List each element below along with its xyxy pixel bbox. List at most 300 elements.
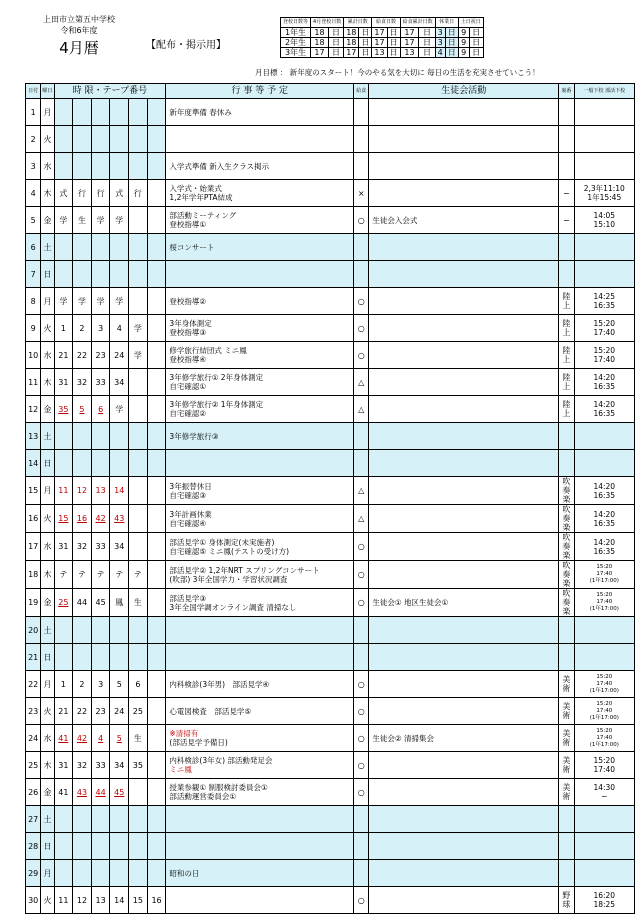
period-cell: 31 bbox=[54, 752, 73, 779]
stat-header: 累計日数 bbox=[344, 18, 372, 28]
event-line: (吹部) 3年全国学力・学習状況調査 bbox=[169, 574, 288, 584]
period-cell: 2 bbox=[73, 315, 92, 342]
club-cell: 美術 bbox=[559, 698, 574, 725]
event-cell bbox=[166, 369, 354, 396]
lunch-cell: ○ bbox=[354, 779, 369, 806]
period-cell bbox=[129, 288, 148, 315]
day-date: 15 bbox=[26, 477, 41, 505]
stat-value: 日 bbox=[359, 28, 372, 38]
council-cell bbox=[369, 126, 559, 153]
period-cell: 1 bbox=[54, 315, 73, 342]
event-cell bbox=[166, 234, 354, 261]
day-date: 14 bbox=[26, 450, 41, 477]
period-cell bbox=[73, 806, 92, 833]
stat-value: 18 bbox=[311, 28, 329, 38]
period-cell bbox=[91, 450, 110, 477]
period-cell: テ bbox=[129, 561, 148, 589]
event-line: 修学旅行結団式 ミニ鳳 bbox=[169, 346, 247, 355]
day-dow: 水 bbox=[41, 342, 54, 369]
stat-value: 9 bbox=[458, 28, 469, 38]
time-line: (1年17:00) bbox=[589, 741, 619, 748]
period-cell bbox=[110, 126, 129, 153]
stat-value: 18 bbox=[311, 38, 329, 48]
council-cell bbox=[369, 234, 559, 261]
time-line: 15:20 bbox=[593, 319, 616, 328]
council-cell: 生徒会① 地区生徒会① bbox=[369, 589, 559, 617]
time-line: 14:20 bbox=[593, 509, 616, 519]
day-row bbox=[26, 450, 635, 477]
period-cell: 43 bbox=[73, 779, 92, 806]
time-line: 17:40 bbox=[596, 599, 613, 605]
lunch-cell bbox=[354, 860, 369, 887]
day-row bbox=[26, 99, 635, 126]
period-cell: 34 bbox=[110, 752, 129, 779]
day-date: 17 bbox=[26, 533, 41, 561]
period-cell bbox=[54, 617, 73, 644]
time-line: 14:30 bbox=[593, 783, 616, 792]
day-date: 28 bbox=[26, 833, 41, 860]
day-dow: 金 bbox=[41, 589, 54, 617]
event-cell bbox=[166, 153, 354, 180]
period-cell bbox=[129, 833, 148, 860]
day-dow: 月 bbox=[41, 671, 54, 698]
period-cell bbox=[147, 288, 166, 315]
lunch-cell bbox=[354, 126, 369, 153]
period-cell bbox=[54, 234, 73, 261]
event-cell bbox=[166, 477, 354, 505]
club-cell: 陸上 bbox=[559, 288, 574, 315]
day-row bbox=[26, 671, 635, 698]
dismiss-time bbox=[574, 369, 634, 396]
day-date: 5 bbox=[26, 207, 41, 234]
period-cell bbox=[91, 126, 110, 153]
period-cell: 32 bbox=[73, 369, 92, 396]
period-cell bbox=[54, 644, 73, 671]
stat-value: 18 bbox=[344, 38, 359, 48]
period-cell: 34 bbox=[110, 533, 129, 561]
lunch-cell: ○ bbox=[354, 698, 369, 725]
club-cell: 吹奏楽 bbox=[559, 505, 574, 533]
stat-value: 13 bbox=[400, 48, 419, 58]
period-cell: 学 bbox=[73, 288, 92, 315]
period-cell bbox=[147, 234, 166, 261]
dismiss-time bbox=[574, 261, 634, 288]
day-row bbox=[26, 396, 635, 423]
event-cell bbox=[166, 505, 354, 533]
period-cell: 45 bbox=[91, 589, 110, 617]
event-line: 内科検診(3年男) 部活見学④ bbox=[169, 679, 270, 689]
lunch-cell bbox=[354, 261, 369, 288]
col-dismiss: 一般下校 部活下校 bbox=[574, 84, 634, 99]
time-line: 16:35 bbox=[593, 490, 616, 500]
day-dow: 火 bbox=[41, 887, 54, 914]
time-line: 14:20 bbox=[593, 537, 616, 547]
period-cell bbox=[110, 234, 129, 261]
time-line: 15:20 bbox=[593, 756, 616, 765]
col-lunch: 給食 bbox=[354, 84, 369, 99]
event-cell bbox=[166, 698, 354, 725]
event-cell bbox=[166, 644, 354, 671]
event-line: 3年修学旅行② 1年身体測定 bbox=[169, 400, 264, 409]
period-cell: 6 bbox=[129, 671, 148, 698]
period-cell bbox=[147, 644, 166, 671]
club-cell: 陸上 bbox=[559, 369, 574, 396]
club-cell bbox=[559, 153, 574, 180]
col-club: 裏番 bbox=[559, 84, 574, 99]
day-dow: 金 bbox=[41, 396, 54, 423]
lunch-cell: ○ bbox=[354, 207, 369, 234]
stat-value: 日 bbox=[359, 38, 372, 48]
period-cell bbox=[129, 806, 148, 833]
time-line: 18:25 bbox=[593, 900, 616, 909]
period-cell bbox=[147, 505, 166, 533]
col-council: 生徒会活動 bbox=[369, 84, 559, 99]
day-dow: 土 bbox=[41, 234, 54, 261]
period-cell bbox=[129, 234, 148, 261]
period-cell bbox=[147, 126, 166, 153]
day-dow: 月 bbox=[41, 288, 54, 315]
event-cell bbox=[166, 806, 354, 833]
club-cell bbox=[559, 644, 574, 671]
day-date: 16 bbox=[26, 505, 41, 533]
lunch-cell: ○ bbox=[354, 342, 369, 369]
time-line: 16:35 bbox=[593, 382, 616, 391]
period-cell bbox=[147, 698, 166, 725]
day-dow: 木 bbox=[41, 180, 54, 207]
lunch-cell: ○ bbox=[354, 533, 369, 561]
day-row bbox=[26, 342, 635, 369]
period-cell bbox=[91, 234, 110, 261]
club-cell: 陸上 bbox=[559, 342, 574, 369]
event-line: 新年度準備 春休み bbox=[169, 107, 232, 117]
period-cell: 生 bbox=[129, 725, 148, 752]
day-dow: 水 bbox=[41, 725, 54, 752]
dismiss-time bbox=[574, 752, 634, 779]
period-cell bbox=[147, 450, 166, 477]
period-cell: 32 bbox=[73, 533, 92, 561]
lunch-cell: ○ bbox=[354, 671, 369, 698]
day-dow: 木 bbox=[41, 369, 54, 396]
day-date: 26 bbox=[26, 779, 41, 806]
event-line: 登校指導④ bbox=[169, 355, 207, 364]
period-cell: 学 bbox=[129, 315, 148, 342]
day-date: 27 bbox=[26, 806, 41, 833]
lunch-cell: △ bbox=[354, 505, 369, 533]
event-cell bbox=[166, 396, 354, 423]
council-cell: 生徒会入会式 bbox=[369, 207, 559, 234]
event-cell bbox=[166, 423, 354, 450]
period-cell bbox=[110, 423, 129, 450]
period-cell: 22 bbox=[73, 698, 92, 725]
dismiss-time bbox=[574, 779, 634, 806]
period-cell bbox=[110, 617, 129, 644]
period-cell bbox=[91, 860, 110, 887]
day-date: 21 bbox=[26, 644, 41, 671]
period-cell bbox=[147, 533, 166, 561]
day-date: 22 bbox=[26, 671, 41, 698]
time-line: 17:40 bbox=[593, 328, 616, 337]
period-cell bbox=[147, 369, 166, 396]
period-cell: 3 bbox=[91, 671, 110, 698]
stat-value: 日 bbox=[359, 48, 372, 58]
dismiss-time bbox=[574, 99, 634, 126]
period-cell bbox=[147, 153, 166, 180]
event-cell bbox=[166, 561, 354, 589]
dismiss-time bbox=[574, 806, 634, 833]
period-cell: 15 bbox=[129, 887, 148, 914]
period-cell: 44 bbox=[73, 589, 92, 617]
period-cell: 33 bbox=[91, 369, 110, 396]
day-row bbox=[26, 261, 635, 288]
stat-value: 9 bbox=[458, 48, 469, 58]
period-cell: 24 bbox=[110, 698, 129, 725]
school-label: 上田市立第五中学校 bbox=[43, 15, 115, 24]
stat-value: 日 bbox=[419, 38, 435, 48]
time-line: 15:20 bbox=[596, 700, 613, 707]
stat-value: 日 bbox=[387, 38, 400, 48]
event-line: 部活動運営委員会① bbox=[169, 792, 237, 801]
period-cell bbox=[147, 315, 166, 342]
club-cell bbox=[559, 833, 574, 860]
period-cell bbox=[129, 126, 148, 153]
stat-value: 日 bbox=[328, 48, 343, 58]
lunch-cell bbox=[354, 450, 369, 477]
day-row bbox=[26, 617, 635, 644]
day-date: 2 bbox=[26, 126, 41, 153]
period-cell bbox=[129, 369, 148, 396]
period-cell bbox=[73, 261, 92, 288]
council-cell bbox=[369, 315, 559, 342]
day-row bbox=[26, 180, 635, 207]
council-cell bbox=[369, 396, 559, 423]
event-cell bbox=[166, 752, 354, 779]
dismiss-time bbox=[574, 126, 634, 153]
period-cell bbox=[147, 342, 166, 369]
club-cell: 野球 bbox=[559, 887, 574, 914]
event-line: 登校指導① bbox=[169, 220, 207, 229]
period-cell: 22 bbox=[73, 342, 92, 369]
period-cell bbox=[73, 234, 92, 261]
day-date: 1 bbox=[26, 99, 41, 126]
period-cell: 14 bbox=[110, 477, 129, 505]
day-dow: 月 bbox=[41, 477, 54, 505]
period-cell: 行 bbox=[129, 180, 148, 207]
period-cell: 23 bbox=[91, 698, 110, 725]
event-line: 3年修学旅行③ bbox=[169, 431, 219, 441]
council-cell bbox=[369, 698, 559, 725]
day-row bbox=[26, 423, 635, 450]
day-date: 20 bbox=[26, 617, 41, 644]
lunch-cell bbox=[354, 153, 369, 180]
event-line: 授業参観① 制服検討委員会① bbox=[169, 783, 268, 792]
day-date: 4 bbox=[26, 180, 41, 207]
period-cell: 12 bbox=[73, 477, 92, 505]
lunch-cell bbox=[354, 99, 369, 126]
stat-header: 休業日 bbox=[435, 18, 458, 28]
day-row bbox=[26, 860, 635, 887]
period-cell bbox=[73, 833, 92, 860]
col-dow: 曜日 bbox=[41, 84, 54, 99]
dismiss-time bbox=[574, 396, 634, 423]
stat-header: 給食累計日数 bbox=[400, 18, 435, 28]
stat-value: 日 bbox=[469, 38, 483, 48]
day-date: 29 bbox=[26, 860, 41, 887]
col-periods: 時 限・テープ番号 bbox=[54, 84, 166, 99]
event-line: 部活見学③ bbox=[169, 593, 207, 603]
period-cell: 学 bbox=[91, 288, 110, 315]
club-cell: 吹奏楽 bbox=[559, 533, 574, 561]
club-cell bbox=[559, 450, 574, 477]
council-cell bbox=[369, 887, 559, 914]
event-line: 3年修学旅行① 2年身体測定 bbox=[169, 373, 264, 382]
period-cell: 学 bbox=[91, 207, 110, 234]
council-cell bbox=[369, 779, 559, 806]
day-row bbox=[26, 806, 635, 833]
time-line: 15:20 bbox=[596, 564, 613, 570]
stat-value: 日 bbox=[387, 48, 400, 58]
period-cell bbox=[129, 779, 148, 806]
period-cell bbox=[129, 99, 148, 126]
dismiss-time bbox=[574, 288, 634, 315]
club-cell: 吹奏楽 bbox=[559, 589, 574, 617]
time-line: (1年17:00) bbox=[589, 714, 619, 721]
club-cell bbox=[559, 261, 574, 288]
period-cell: テ bbox=[110, 561, 129, 589]
day-date: 11 bbox=[26, 369, 41, 396]
council-cell bbox=[369, 533, 559, 561]
day-date: 8 bbox=[26, 288, 41, 315]
stat-row bbox=[281, 28, 484, 38]
period-cell: 鳳 bbox=[110, 589, 129, 617]
day-row bbox=[26, 698, 635, 725]
club-cell: 陸上 bbox=[559, 396, 574, 423]
period-cell bbox=[110, 833, 129, 860]
time-line: 17:40 bbox=[596, 680, 613, 687]
period-cell bbox=[91, 153, 110, 180]
dismiss-time bbox=[574, 234, 634, 261]
event-cell bbox=[166, 779, 354, 806]
dismiss-time bbox=[574, 644, 634, 671]
period-cell: 21 bbox=[54, 698, 73, 725]
col-events: 行 事 等 予 定 bbox=[166, 84, 354, 99]
lunch-cell bbox=[354, 423, 369, 450]
day-dow: 月 bbox=[41, 860, 54, 887]
event-line: 1,2年学年PTA結成 bbox=[169, 193, 233, 202]
period-cell bbox=[147, 752, 166, 779]
period-cell: 42 bbox=[73, 725, 92, 752]
time-line: 15:20 bbox=[596, 592, 613, 598]
dismiss-time bbox=[574, 423, 634, 450]
period-cell bbox=[91, 833, 110, 860]
period-cell: テ bbox=[73, 561, 92, 589]
day-dow: 水 bbox=[41, 153, 54, 180]
period-cell bbox=[110, 261, 129, 288]
day-row bbox=[26, 153, 635, 180]
period-cell: テ bbox=[91, 561, 110, 589]
col-date: 日付 bbox=[26, 84, 41, 99]
event-cell bbox=[166, 860, 354, 887]
stat-value: 日 bbox=[328, 28, 343, 38]
day-dow: 火 bbox=[41, 126, 54, 153]
day-row bbox=[26, 725, 635, 752]
period-cell bbox=[129, 644, 148, 671]
council-cell bbox=[369, 752, 559, 779]
dismiss-time bbox=[574, 561, 634, 589]
period-cell bbox=[73, 153, 92, 180]
day-dow: 火 bbox=[41, 315, 54, 342]
time-line: 14:25 bbox=[593, 292, 616, 301]
day-row bbox=[26, 779, 635, 806]
period-cell bbox=[73, 860, 92, 887]
event-line: 3年身体測定 bbox=[169, 319, 212, 328]
event-line: (部活見学予備日) bbox=[169, 738, 228, 747]
event-line: 昭和の日 bbox=[169, 868, 200, 878]
club-cell bbox=[559, 234, 574, 261]
council-cell bbox=[369, 342, 559, 369]
lunch-cell: ○ bbox=[354, 725, 369, 752]
club-cell: − bbox=[559, 207, 574, 234]
stat-header: 給食日数 bbox=[372, 18, 400, 28]
stat-value: 日 bbox=[469, 48, 483, 58]
council-cell bbox=[369, 369, 559, 396]
day-dow: 土 bbox=[41, 423, 54, 450]
day-row bbox=[26, 315, 635, 342]
period-cell bbox=[129, 477, 148, 505]
period-cell bbox=[147, 396, 166, 423]
period-cell bbox=[147, 833, 166, 860]
council-cell bbox=[369, 99, 559, 126]
council-cell bbox=[369, 644, 559, 671]
dismiss-time bbox=[574, 725, 634, 752]
period-cell: 6 bbox=[91, 396, 110, 423]
event-cell bbox=[166, 99, 354, 126]
period-cell: 23 bbox=[91, 342, 110, 369]
day-dow: 日 bbox=[41, 833, 54, 860]
calendar-header-row bbox=[26, 84, 635, 99]
dismiss-time bbox=[574, 180, 634, 207]
lunch-cell bbox=[354, 617, 369, 644]
period-cell: 式 bbox=[110, 180, 129, 207]
period-cell bbox=[129, 617, 148, 644]
day-dow: 金 bbox=[41, 207, 54, 234]
period-cell bbox=[91, 617, 110, 644]
event-cell bbox=[166, 288, 354, 315]
day-dow: 木 bbox=[41, 752, 54, 779]
day-date: 30 bbox=[26, 887, 41, 914]
event-cell bbox=[166, 671, 354, 698]
period-cell: 24 bbox=[110, 342, 129, 369]
period-cell: 41 bbox=[54, 779, 73, 806]
period-cell: 31 bbox=[54, 533, 73, 561]
time-line: 14:05 bbox=[593, 211, 616, 220]
period-cell bbox=[129, 153, 148, 180]
period-cell bbox=[147, 860, 166, 887]
period-cell: 16 bbox=[73, 505, 92, 533]
period-cell bbox=[91, 806, 110, 833]
period-cell: 11 bbox=[54, 477, 73, 505]
period-cell bbox=[91, 261, 110, 288]
period-cell: 13 bbox=[91, 887, 110, 914]
day-row bbox=[26, 234, 635, 261]
period-cell: 3 bbox=[91, 315, 110, 342]
event-cell bbox=[166, 180, 354, 207]
stat-header: 4月登校日数 bbox=[311, 18, 344, 28]
period-cell: 25 bbox=[129, 698, 148, 725]
stat-value: 日 bbox=[445, 28, 458, 38]
council-cell bbox=[369, 423, 559, 450]
period-cell bbox=[129, 207, 148, 234]
period-cell: 行 bbox=[73, 180, 92, 207]
